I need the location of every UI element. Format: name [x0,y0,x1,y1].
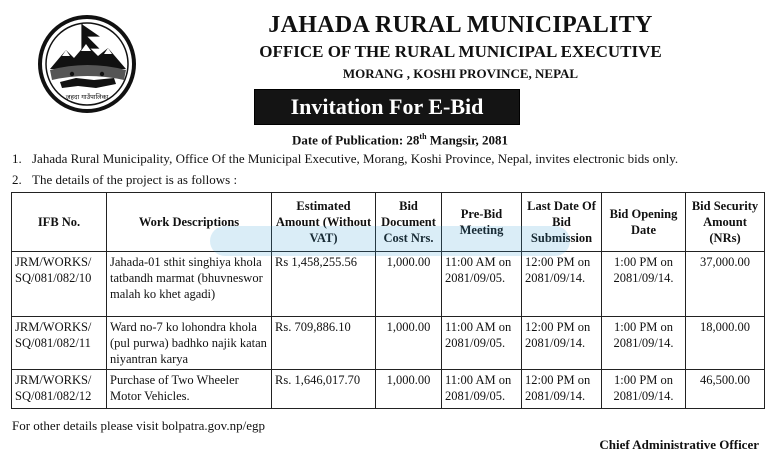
office-address: MORANG , KOSHI PROVINCE, NEPAL [342,66,579,81]
header-work-descriptions: Work Descriptions [107,193,272,252]
table-row [12,317,765,370]
cell-doc-cost: 1,000.00 [376,370,442,409]
cell-prebid: 11:00 AM on 2081/09/05. [442,370,522,409]
page-title: JAHADA RURAL MUNICIPALITY [268,12,653,38]
cell-opening: 1:00 PM on 2081/09/14. [602,252,686,317]
cell-prebid: 11:00 AM on 2081/09/05. [442,252,522,317]
header-estimated-amount: Estimated Amount (Without VAT) [272,193,376,252]
cell-security: 37,000.00 [686,252,765,317]
header-bid-document-cost: Bid Document Cost Nrs. [376,193,442,252]
intro-item-1 [12,151,678,167]
cell-security: 18,000.00 [686,317,765,370]
cell-last-date: 12:00 PM on 2081/09/14. [522,370,602,409]
office-title: OFFICE OF THE RURAL MUNICIPAL EXECUTIVE [259,42,662,61]
signature-title: Chief Administrative Officer [599,437,759,452]
header-last-date-submission: Last Date Of Bid Submission [522,193,602,252]
cell-opening: 1:00 PM on 2081/09/14. [602,370,686,409]
cell-description: Jahada-01 sthit singhiya khola tatbandh marmat (bhuvneswor malah ko khet agadi) [107,252,272,317]
table-row [12,252,765,317]
bid-details-table [11,192,765,409]
intro-item-2-text: The details of the project is as follows : [32,172,238,187]
table-row [12,370,765,409]
header-pre-bid-meeting: Pre-Bid Meeting [442,193,522,252]
cell-security: 46,500.00 [686,370,765,409]
cell-doc-cost: 1,000.00 [376,317,442,370]
cell-amount: Rs. 1,646,017.70 [272,370,376,409]
publication-label: Date of Publication: [291,132,404,148]
cell-last-date: 12:00 PM on 2081/09/14. [522,317,602,370]
intro-item-2 [12,172,237,188]
municipality-emblem-logo [36,14,138,114]
cell-last-date: 12:00 PM on 2081/09/14. [522,252,602,317]
cell-opening: 1:00 PM on 2081/09/14. [602,317,686,370]
publication-suffix: th [419,132,427,141]
header-bid-security-amount: Bid Security Amount (NRs) [686,193,765,252]
intro-item-1-number: 1. [12,151,22,166]
cell-ifb: JRM/WORKS/ SQ/081/082/10 [12,252,107,317]
cell-description: Purchase of Two Wheeler Motor Vehicles. [107,370,272,409]
publication-date [250,132,550,148]
header-bid-opening-date: Bid Opening Date [602,193,686,252]
publication-month-year: Mangsir, 2081 [429,132,509,148]
cell-ifb: JRM/WORKS/ SQ/081/082/11 [12,317,107,370]
footer-details: For other details please visit bolpatra.gov.np/egp [12,418,265,433]
publication-day: 28 [406,132,420,148]
intro-item-1-text: Jahada Rural Municipality, Office Of the Municipal Executive, Morang, Koshi Province, Nepal, invites electronic bids only. [32,151,679,166]
intro-item-2-number: 2. [12,172,22,187]
emblem-caption: ज़हदा गाउँपालिका [65,93,109,101]
table-header-row [12,193,765,252]
cell-description: Ward no-7 ko lohondra khola (pul purwa) badhko najik katan niyantran karya [107,317,272,370]
cell-ifb: JRM/WORKS/ SQ/081/082/12 [12,370,107,409]
cell-doc-cost: 1,000.00 [376,252,442,317]
invitation-banner: Invitation For E-Bid [254,89,520,125]
header-ifb-no: IFB No. [12,193,107,252]
cell-amount: Rs. 709,886.10 [272,317,376,370]
cell-amount: Rs 1,458,255.56 [272,252,376,317]
cell-prebid: 11:00 AM on 2081/09/05. [442,317,522,370]
